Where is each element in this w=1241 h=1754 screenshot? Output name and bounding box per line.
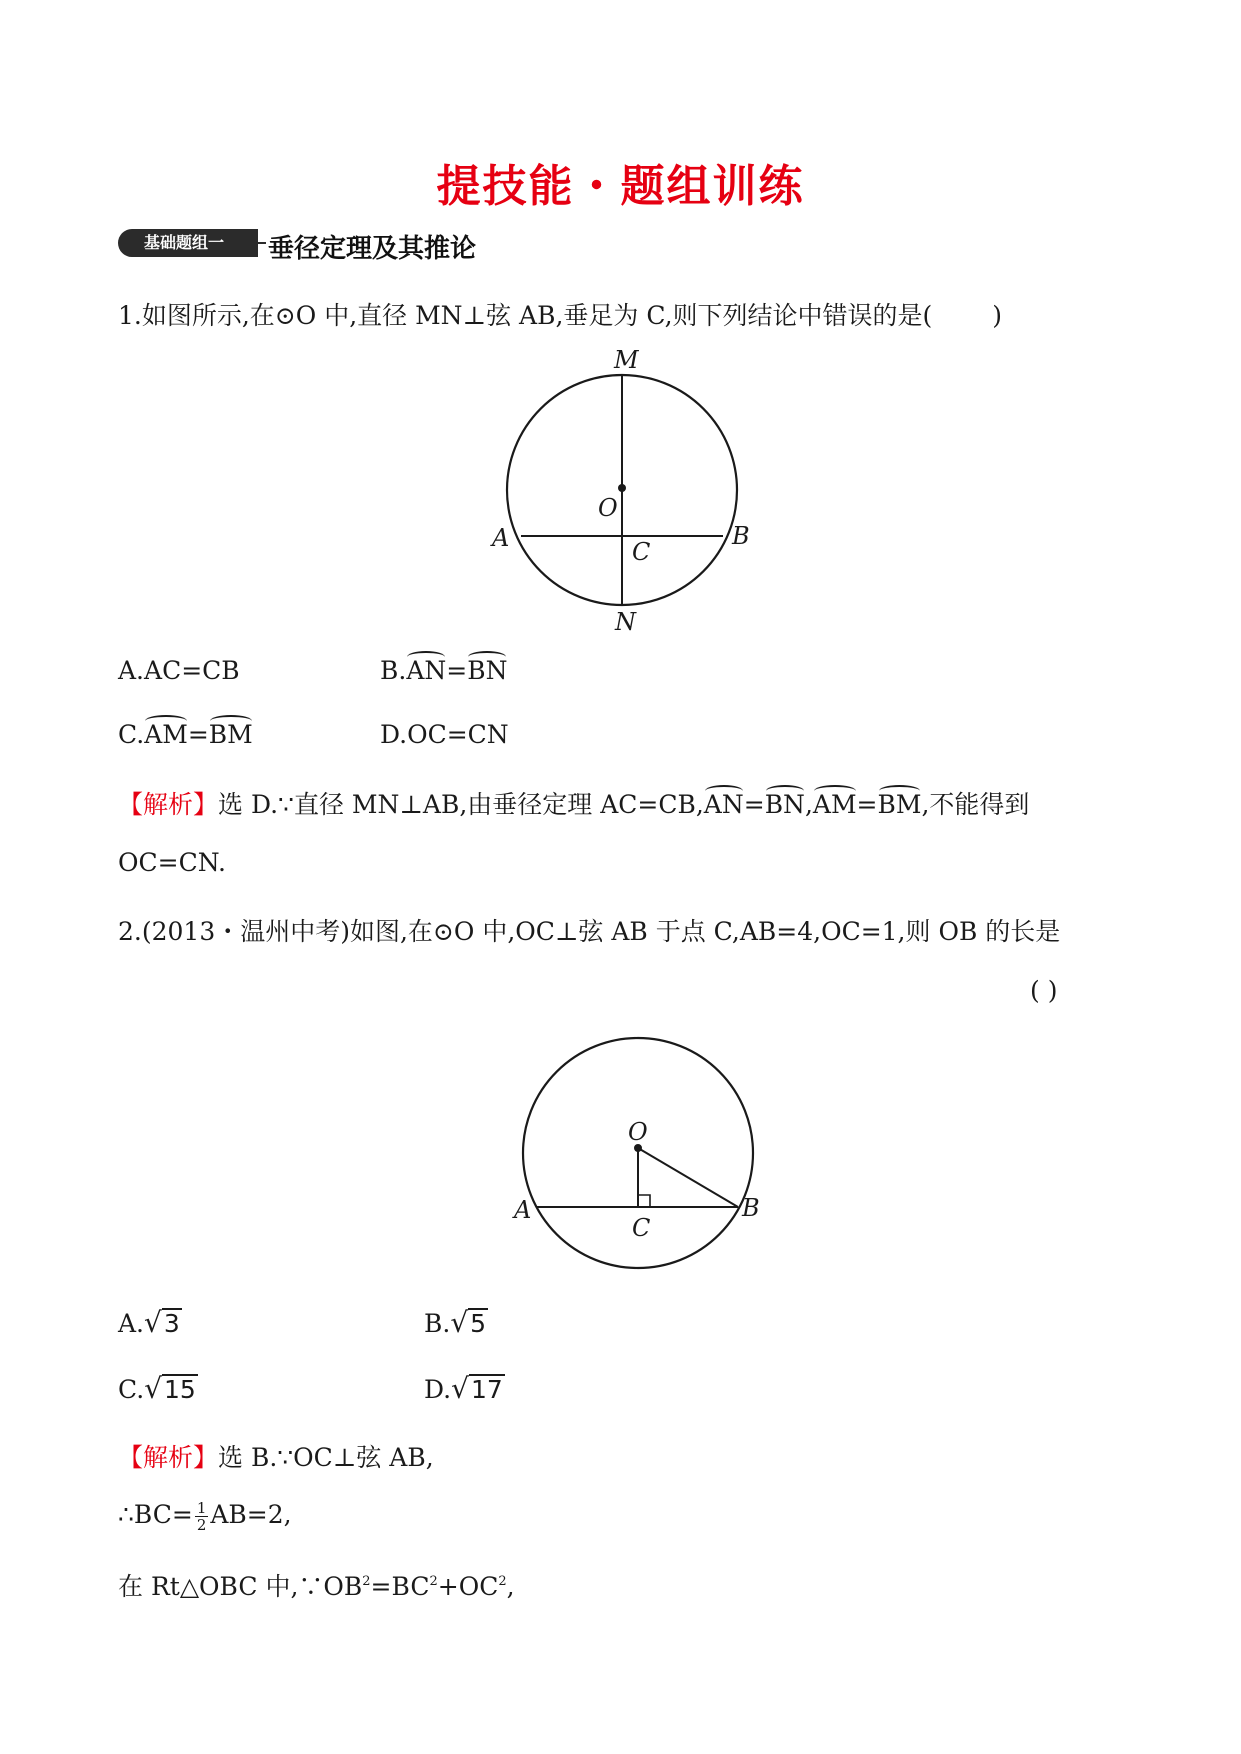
arc-bn: BN: [467, 656, 508, 685]
solution-text: ∴BC=: [118, 1500, 193, 1529]
solution-tag: 【解析】: [118, 1443, 219, 1472]
q2-option-b: [424, 1306, 488, 1339]
solution-text: +OC: [437, 1572, 499, 1601]
sqrt-icon: √: [144, 1306, 162, 1339]
page-title: 提技能・题组训练: [436, 161, 805, 212]
solution-text: 选 B.∵OC⊥弦 AB,: [218, 1443, 434, 1472]
q2-right-angle-mark: [638, 1195, 650, 1207]
q1-label-m: M: [614, 346, 639, 374]
q2-solution-line3: [118, 1567, 515, 1603]
q2-solution-line1: [118, 1438, 434, 1474]
q1-option-d: [380, 720, 509, 749]
badge-divider: [258, 242, 266, 244]
q2-option-d: [424, 1372, 505, 1405]
solution-text: ,不能得到: [921, 790, 1030, 819]
arc-an: AN: [406, 656, 447, 685]
q1-stem-text: 1.如图所示,在⊙O 中,直径 MN⊥弦 AB,垂足为 C,则下列结论中错误的是(: [118, 301, 933, 330]
solution-tag: 【解析】: [118, 790, 219, 819]
fraction-one-half: [195, 1500, 209, 1533]
q2-label-a: A: [514, 1196, 532, 1224]
q1-label-a: A: [492, 524, 510, 552]
q2-segment-ob: [638, 1148, 738, 1207]
fraction-denominator: 2: [196, 1516, 207, 1534]
sqrt-icon: √: [144, 1372, 163, 1405]
superscript: 2: [498, 1574, 507, 1589]
separator: ,: [804, 790, 813, 819]
arc-bm: BM: [877, 790, 922, 819]
solution-text: 在 Rt△OBC 中,∵OB: [118, 1572, 363, 1601]
q2-label-o: O: [628, 1118, 648, 1146]
q1-label-n: N: [615, 608, 636, 636]
q1-label-o: O: [598, 494, 618, 522]
arc-an: AN: [703, 790, 744, 819]
option-label: B.: [380, 656, 407, 685]
q1-solution-line2: OC=CN.: [118, 848, 226, 877]
arc-bm: BM: [208, 720, 253, 749]
q1-paren-close: ): [992, 301, 1003, 330]
radicand: 17: [470, 1375, 503, 1404]
solution-text: AB=2,: [210, 1500, 292, 1529]
option-label: B.: [424, 1309, 451, 1338]
q1-stem: [118, 296, 1002, 332]
superscript: 2: [429, 1574, 438, 1589]
q2-option-a: [118, 1306, 182, 1339]
option-text: OC=CN: [407, 720, 509, 749]
q1-solution-line1: [118, 785, 1029, 821]
q1-option-a: [118, 656, 240, 685]
arc-am: AM: [812, 790, 857, 819]
option-label: C.: [118, 1375, 145, 1404]
option-label: C.: [118, 720, 145, 749]
option-text: AC=CB: [144, 656, 240, 685]
arc-bn: BN: [764, 790, 805, 819]
radicand: 15: [164, 1375, 196, 1404]
option-label: D.: [424, 1375, 452, 1404]
fraction-numerator: 1: [196, 1499, 207, 1517]
q1-center-dot: [618, 484, 626, 492]
q2-option-c: [118, 1372, 198, 1405]
q2-label-c: C: [632, 1214, 651, 1242]
q1-figure: [470, 340, 770, 640]
radicand: 5: [470, 1309, 487, 1338]
superscript: 2: [362, 1574, 371, 1589]
equals-sign: =: [743, 790, 765, 819]
q1-label-b: B: [732, 522, 750, 550]
solution-text: 选 D.∵直径 MN⊥AB,由垂径定理 AC=CB,: [218, 790, 704, 819]
section-heading: 垂径定理及其推论: [268, 234, 477, 264]
equals-sign: =: [446, 656, 468, 685]
option-label: A.: [118, 656, 145, 685]
q1-label-c: C: [632, 538, 651, 566]
solution-text: ,: [506, 1572, 515, 1601]
radicand: 3: [163, 1309, 180, 1338]
q2-solution-line2: [118, 1500, 292, 1533]
q1-option-b: [380, 656, 507, 685]
q2-answer-paren: ( ): [1030, 976, 1058, 1005]
sqrt-icon: √: [451, 1372, 469, 1405]
equals-sign: =: [187, 720, 209, 749]
q2-stem: 2.(2013・温州中考)如图,在⊙O 中,OC⊥弦 AB 于点 C,AB=4,OC=1,则 OB 的长是: [118, 917, 1061, 946]
arc-am: AM: [144, 720, 188, 749]
option-label: D.: [380, 720, 408, 749]
solution-text: =BC: [370, 1572, 430, 1601]
option-label: A.: [118, 1309, 145, 1338]
q1-option-c: [118, 720, 253, 749]
q2-figure: [500, 1025, 790, 1295]
sqrt-icon: √: [450, 1306, 469, 1339]
section-badge: 基础题组一: [118, 229, 258, 257]
q2-label-b: B: [742, 1194, 760, 1222]
equals-sign: =: [856, 790, 878, 819]
